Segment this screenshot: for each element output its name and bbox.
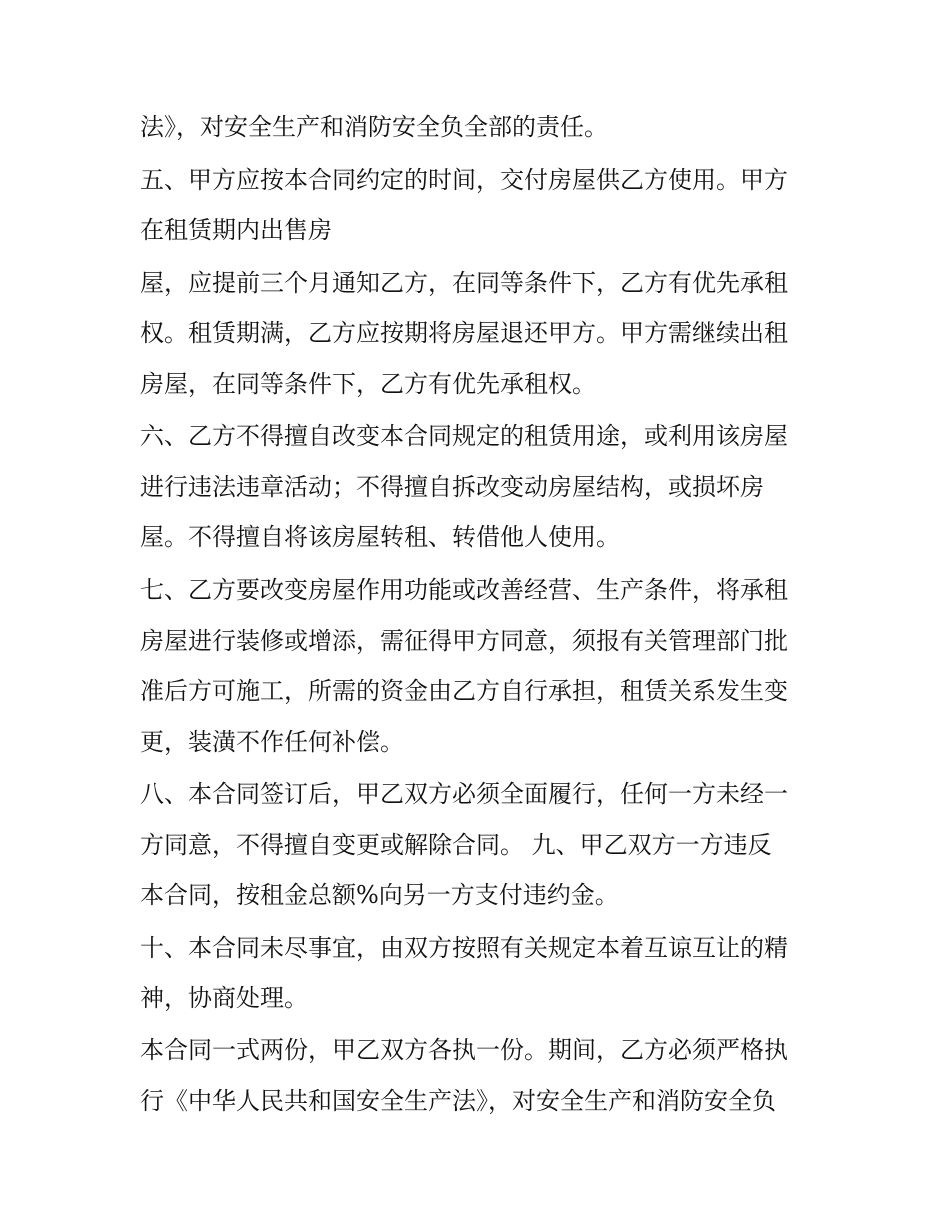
text-line: 在租赁期内出售房	[140, 216, 332, 244]
text-line: 准后方可施工，所需的资金由乙方自行承担，租赁关系发生变	[140, 677, 788, 705]
text-line: 八、本合同签订后，甲乙双方必须全面履行，任何一方未经一	[140, 780, 788, 808]
text-line: 方同意，不得擅自变更或解除合同。 九、甲乙双方一方违反	[140, 831, 772, 859]
text-line: 屋。不得擅自将该房屋转租、转借他人使用。	[140, 523, 620, 551]
text-line: 房屋，在同等条件下，乙方有优先承租权。	[140, 370, 596, 398]
text-line: 法》，对安全生产和消防安全负全部的责任。	[140, 113, 608, 141]
text-line: 权。租赁期满，乙方应按期将房屋退还甲方。甲方需继续出租	[140, 319, 788, 347]
text-line: 六、乙方不得擅自改变本合同规定的租赁用途，或利用该房屋	[140, 422, 788, 450]
text-line: 行《中华人民共和国安全生产法》，对安全生产和消防安全负	[140, 1087, 776, 1115]
text-line: 十、本合同未尽事宜，由双方按照有关规定本着互谅互让的精	[140, 934, 788, 962]
text-line: 本合同一式两份，甲乙双方各执一份。期间，乙方必须严格执	[140, 1036, 788, 1064]
text-line: 神，协商处理。	[140, 984, 308, 1012]
text-line: 进行违法违章活动；不得擅自拆改变动房屋结构，或损坏房	[140, 473, 764, 501]
text-line: 本合同，按租金总额%向另一方支付违约金。	[140, 881, 619, 909]
text-line: 七、乙方要改变房屋作用功能或改善经营、生产条件，将承租	[140, 576, 788, 604]
text-line: 屋，应提前三个月通知乙方，在同等条件下，乙方有优先承租	[140, 269, 788, 297]
text-line: 五、甲方应按本合同约定的时间，交付房屋供乙方使用。甲方	[140, 166, 788, 194]
text-line: 更，装潢不作任何补偿。	[140, 728, 404, 756]
text-line: 房屋进行装修或增添，需征得甲方同意，须报有关管理部门批	[140, 627, 788, 655]
